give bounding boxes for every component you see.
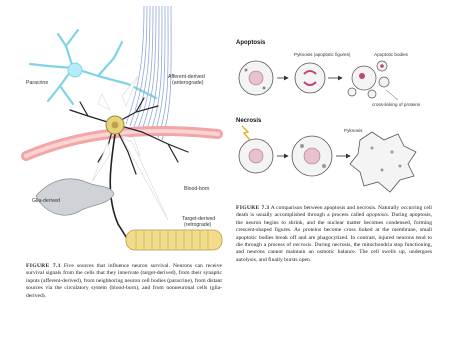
label-glia: Glia-derived <box>32 198 60 204</box>
figure-7-3-term-necrosis: necrosis <box>292 242 312 249</box>
label-paracrine: Paracrine <box>26 80 49 86</box>
label-target-line2: (retrograde) <box>184 222 212 228</box>
figure-7-3-text-3: . During necrosis, the mitochondria stop functioning, and neurons cannot maintain an osmotic balance. The cell swells up, undergoes autolysis, and finally bursts open. <box>236 242 432 263</box>
pyknosis-cell-apoptosis <box>295 63 325 93</box>
figure-7-3-term-apoptosis: apoptosis <box>366 212 388 219</box>
glia-cell <box>36 179 114 215</box>
label-target <box>182 216 217 228</box>
label-afferent-line1: Afferent-derived <box>168 74 205 80</box>
burst-cell-necrosis <box>350 132 416 192</box>
main-neuron <box>70 98 188 240</box>
paracrine-neuron <box>30 30 156 104</box>
figure-7-3-caption <box>236 205 432 264</box>
apoptosis-row <box>239 61 398 100</box>
cell-death-illustration <box>232 48 444 198</box>
figure-7-1-caption <box>26 263 222 300</box>
apoptosis-title: Apoptosis <box>236 40 266 46</box>
lightning-icon <box>242 126 250 140</box>
figure-7-3-label: FIGURE 7.3 <box>236 205 270 211</box>
label-pyknosis-apoptotic: Pyknosis (apoptotic figures) <box>294 52 351 57</box>
figure-7-3-text-2: . During apoptosis, the neuron begins to shrink, and the nuclear matter becomes condensed, forming crescent-shaped figures. As proteins become cross linked at the membrane, small apoptotic bodies break off and are phagocytized. In contrast, injured neurons tend to die through a process of <box>236 212 432 249</box>
label-target-line1: Target-derived <box>182 216 216 222</box>
figure-7-1-text: Five sources that influence neuron survival. Neurons can receive survival signals from the cells that they innervate (target-derived), from their synaptic inputs (afferent-derived), from neighboring neuron cell bodies (paracrine), from distant sources via the circulatory system (blood-born), and from nonneuronal cells (glia-derived). <box>26 263 223 299</box>
label-crosslinking: cross-linking of proteins <box>372 102 421 107</box>
label-blood: Blood-born <box>184 186 210 192</box>
figure-7-1-label: FIGURE 7.1 <box>26 263 61 269</box>
afferent-axons <box>126 6 171 140</box>
paracrine-cell-body <box>68 63 82 77</box>
necrosis-title: Necrosis <box>236 118 262 124</box>
neuron-survival-illustration <box>18 6 228 258</box>
label-pyknosis-necrosis: Pyknosis <box>344 128 363 133</box>
label-apoptotic-bodies: Apoptotic bodies <box>374 52 408 57</box>
figure-7-3-text-1: A comparison between apoptosis and necrosis. Naturally occurring cell death is usually accomplished through a process called <box>236 205 432 219</box>
target-muscle <box>126 230 222 250</box>
necrosis-row <box>239 126 416 192</box>
label-afferent-line2: (anterograde) <box>172 80 204 86</box>
label-afferent <box>168 74 206 86</box>
